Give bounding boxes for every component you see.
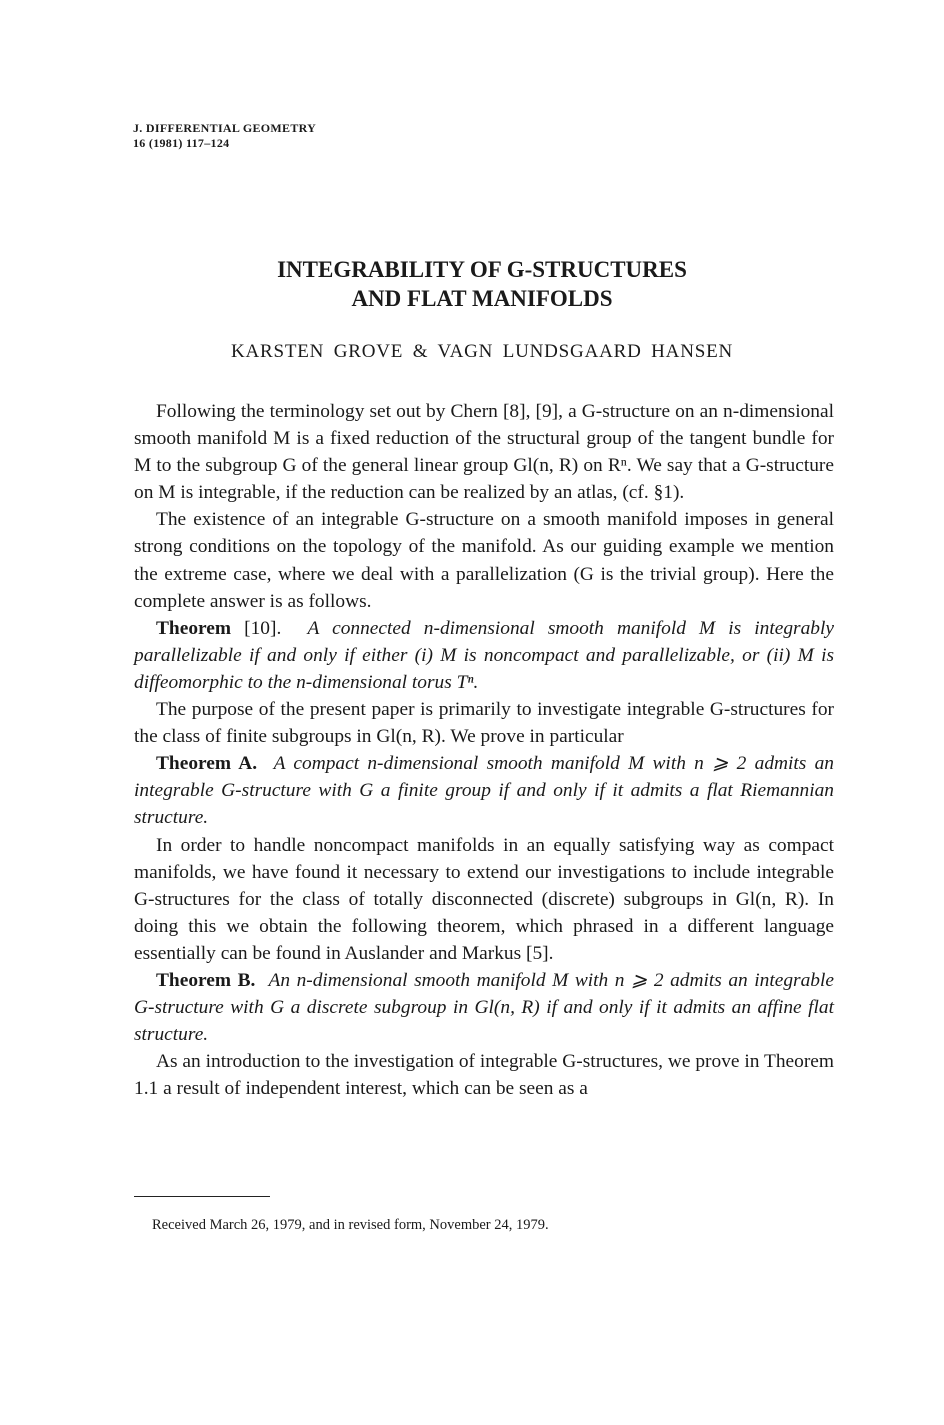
title-line-2: AND FLAT MANIFOLDS <box>351 286 613 311</box>
body-text <box>134 398 834 1102</box>
journal-name: J. DIFFERENTIAL GEOMETRY <box>133 121 317 135</box>
theorem-b <box>134 967 834 1048</box>
paragraph: The existence of an integrable G-structure on a smooth manifold imposes in general strong conditions on the topology of the manifold. As our guiding example we mention the extreme case, where we deal with a parallelization (G is the trivial group). Here the complete answer is as follows. <box>134 509 834 612</box>
paragraph: As an introduction to the investigation of integrable G-structures, we prove in Theorem 1.1 a result of independent interest, which can be seen as a <box>134 1051 834 1100</box>
paper-title <box>0 255 944 313</box>
authors: KARSTEN GROVE & VAGN LUNDSGAARD HANSEN <box>230 341 734 362</box>
footnote-divider <box>134 1196 270 1197</box>
journal-header <box>133 121 316 151</box>
theorem-heading: Theorem A. <box>156 753 258 775</box>
theorem-heading: Theorem B. <box>156 969 256 991</box>
paragraph: Following the terminology set out by Chern [8], [9], a G-structure on an n-dimensional smooth manifold M is a fixed reduction of the structural group of the tangent bundle for M to the subgroup G of the general linear group Gl(n, R) on Rⁿ. We say that a G-structure on M is integrable, if the reduction can be realized by an atlas, (cf. §1). <box>134 401 834 504</box>
journal-volume: 16 (1981) 117–124 <box>133 136 230 150</box>
theorem-heading: Theorem <box>156 617 232 639</box>
paragraph: In order to handle noncompact manifolds in an equally satisfying way as compact manifolds, we have found it necessary to extend our investigations to include integrable G-structures for the class of totally disconnected (discrete) subgroups in Gl(n, R). In doing this we obtain the following theorem, which phrased in a different language essentially can be found in Auslander and Markus [5]. <box>134 834 834 964</box>
title-line-1: INTEGRABILITY OF G-STRUCTURES <box>277 257 687 282</box>
theorem-a <box>134 750 834 831</box>
paragraph: The purpose of the present paper is primarily to investigate integrable G-structures for the class of finite subgroups in Gl(n, R). We prove in particular <box>134 699 834 748</box>
theorem-statement: A compact n-dimensional smooth manifold M with n ⩾ 2 admits an integrable G-structure with G a finite group if and only if it admits a flat Riemannian structure. <box>134 753 834 829</box>
theorem-10 <box>134 615 834 696</box>
footnote: Received March 26, 1979, and in revised form, November 24, 1979. <box>152 1217 549 1233</box>
theorem-citation: [10]. <box>231 617 282 639</box>
theorem-statement: A connected n-dimensional smooth manifold M is integrably parallelizable if and only if either (i) M is noncompact and parallelizable, or (ii) M is diffeomorphic to the n-dimensional torus Tⁿ. <box>134 617 834 693</box>
theorem-statement: An n-dimensional smooth manifold M with n ⩾ 2 admits an integrable G-structure with G a discrete subgroup in Gl(n, R) if and only if it admits an affine flat structure. <box>134 969 834 1046</box>
